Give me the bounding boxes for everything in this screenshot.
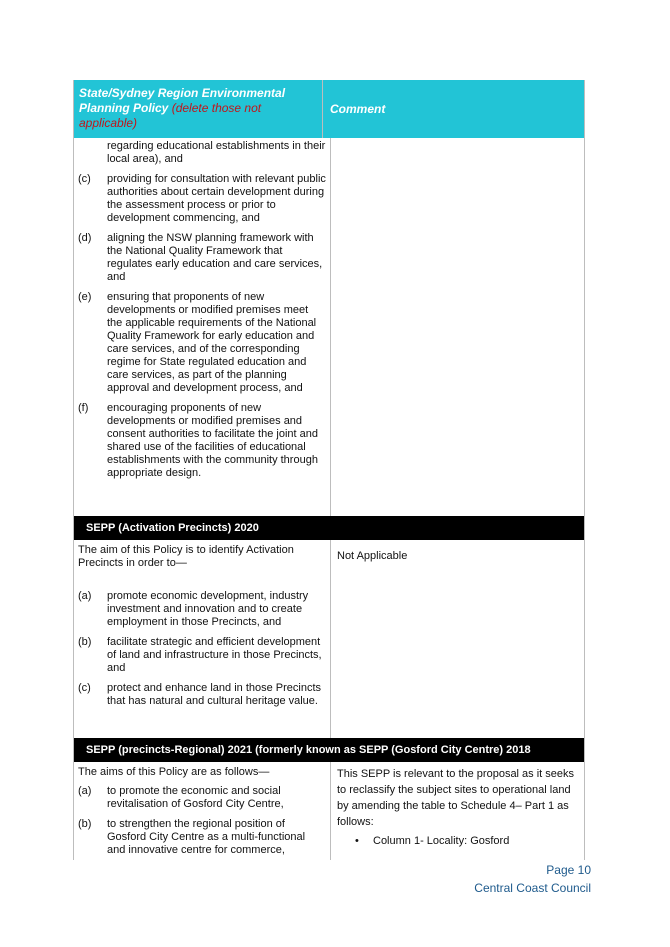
section2-policy-cell [74, 540, 331, 738]
header-comment-cell [323, 80, 584, 138]
list-item: (c) protect and enhance land in those Precincts that has natural and cultural heritage value. [78, 682, 322, 707]
section3-comment: This SEPP is relevant to the proposal as it seeks to reclassify the subject sites to operational land by amending the table to Schedule 4– Part 1 as follows: [337, 768, 575, 828]
section2-comment: Not Applicable [337, 550, 408, 562]
header-policy-cell [74, 80, 323, 138]
list-item: (b) to strengthen the regional position of Gosford City Centre as a multi-functional and innovative centre for commerce, [78, 818, 306, 856]
section3-intro: The aims of this Policy are as follows— [78, 766, 270, 778]
section1-policy-cell [74, 138, 331, 516]
section2-title: SEPP (Activation Precincts) 2020 [86, 522, 259, 534]
section1-row [74, 138, 584, 516]
page-number: Page 10 [546, 863, 591, 877]
list-item: (d) aligning the NSW planning framework with the National Quality Framework that regulates early education and care services, and [78, 232, 323, 283]
section1-comment-cell [331, 138, 584, 516]
list-item: (c) providing for consultation with relevant public authorities about certain development during the assessment process or prior to development commencing, and [78, 173, 326, 224]
table-header [74, 80, 584, 138]
list-item: (a) to promote the economic and social revitalisation of Gosford City Centre, [78, 785, 284, 810]
section-heading [74, 516, 584, 540]
section3-title: SEPP (precincts-Regional) 2021 (formerly known as SEPP (Gosford City Centre) 2018 [86, 744, 531, 756]
bullet-icon: • [355, 835, 359, 847]
footer-org: Central Coast Council [474, 881, 591, 895]
section3-comment-cell [331, 762, 584, 860]
planning-policy-table [73, 80, 585, 860]
list-item [74, 140, 330, 166]
list-item [337, 833, 578, 849]
header-delete-note: (delete those not applicable) [79, 101, 262, 130]
section3-row [74, 762, 584, 860]
list-item: (e) ensuring that proponents of new developments or modified premises meet the applicable requirements of the National Quality Framework for early education and care services, and of the corresponding regime for State regulated education and care services, as part of the planning approval and development process, and [78, 291, 317, 394]
list-item: (b) facilitate strategic and efficient development of land and infrastructure in those Precincts, and [78, 636, 322, 674]
header-comment-label: Comment [330, 102, 386, 116]
section2-comment-cell [331, 540, 584, 738]
list-item: (f) encouraging proponents of new developments or modified premises and consent authorities to facilitate the joint and shared use of the facilities of educational establishments with the community through appropriate design. [78, 402, 318, 479]
header-policy-label: State/Sydney Region Environmental Planning Policy [79, 86, 286, 115]
section3-policy-cell [74, 762, 331, 860]
list-item: (a) promote economic development, industry investment and innovation and to create employment in those Precincts, and [78, 590, 309, 628]
section2-row [74, 540, 584, 738]
section-heading [74, 738, 584, 762]
bullet-text: Column 1- Locality: Gosford [373, 835, 510, 847]
continuation-text: regarding educational establishments in their local area), and [107, 140, 326, 165]
section2-intro: The aim of this Policy is to identify Activation Precincts in order to— [78, 544, 294, 569]
